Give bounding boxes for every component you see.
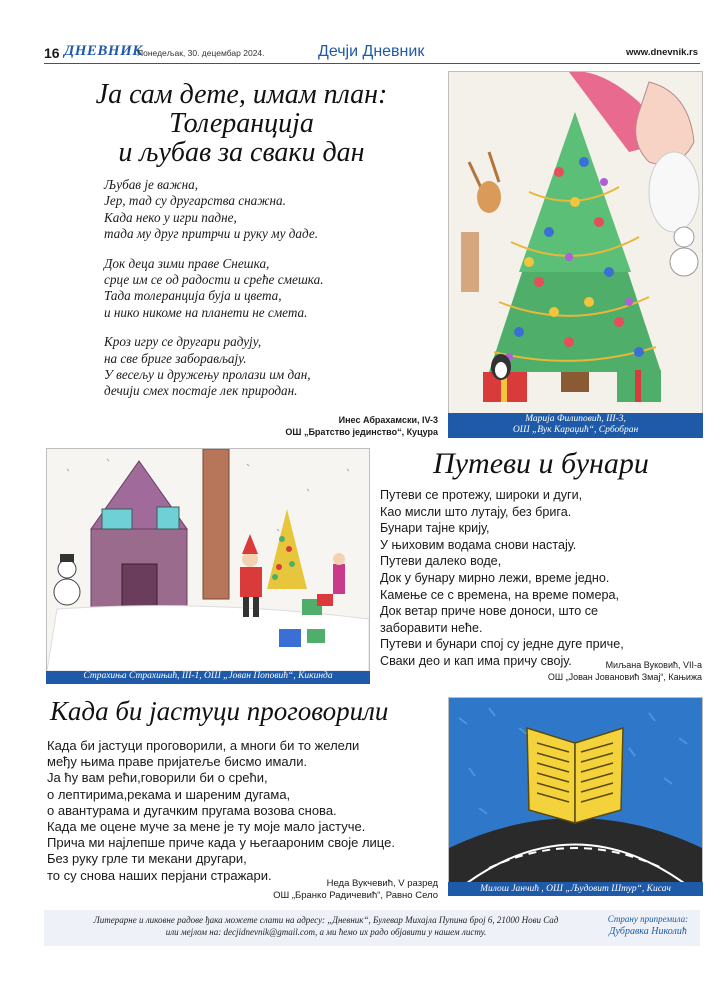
article1-signature [200,415,438,438]
poem-line: Камење се с времена, на време помера, [380,587,619,602]
article3-signature [200,878,438,901]
title-line: Толеранција [169,108,314,139]
submission-address: Литерарне и ликовне радове ђака можете слати на адресу: „Дневник“, Булевар Михајла Пупина број 6, 21000 Нови Сад [93,915,559,925]
poem-line: то су снова наших перјани стражари. [47,867,272,883]
article2-signature [450,660,702,683]
poem-line: срце им се од радости и среће смешка. [104,272,324,288]
page-number: 16 [44,45,60,61]
poem-line: Када неко у игри падне, [104,209,237,225]
author-name: Неда Вукчевић, V разред [326,878,438,889]
christmas-tree-drawing [449,72,702,414]
header-rule [44,63,700,64]
poem-line: на све бриге заборављају. [104,350,247,366]
title-line: Ја сам дете, имам план: [95,79,388,110]
artwork-winter-house [46,448,370,672]
winter-house-drawing [47,449,369,671]
author-name: Миљана Вуковић, VII-а [605,660,702,670]
poem-line: међу њима праве пријатеље бисмо имали. [47,754,308,770]
poem-line: о лептирима,рекама и шареним дугама, [47,786,291,802]
poem-line: Прича ми најлепше приче када у његаароним своје лице. [47,835,395,851]
prepared-by-label: Страну припремила: [607,914,689,924]
poem-line: Сваки део и кап има причу своју. [380,653,572,668]
poem-line: Када би јастуци проговорили, а многи би то желели [47,738,360,753]
artwork2-caption: Страхиња Страхињић, III-1, ОШ „Јован Поповић“, Кикинда [46,671,370,684]
author-name: Инес Абрахамски, IV-3 [338,415,438,425]
artwork-open-book [448,697,703,884]
stanza [104,177,434,243]
author-school: ОШ „Бранко Радичевић“, Равно Село [273,889,438,901]
stanza [104,256,434,322]
poem-line: Док ветар приче нове доноси, што се [380,604,599,619]
poem-line: Ја ћу вам рећи,говорили би о срећи, [47,770,268,786]
article2-poem [380,487,710,670]
section-title: Дечји Дневник [318,43,425,60]
poem-line: Бунари тајне крију, [380,521,490,536]
poem-line: заборавити неће. [380,620,483,635]
stanza [104,334,434,400]
poem-line: Путеви и бунари спој су једне дуге приче, [380,637,624,652]
poem-line: о авантурама и дугачким пругама возова снова. [47,802,337,818]
poem-line: Кроз игру се другари радују, [104,334,262,350]
article3-poem [47,738,442,884]
poem-line: Љубав је важна, [104,177,199,192]
poem-line: Путеви далеко воде, [380,554,502,569]
title-line: и љубав за сваки дан [118,137,365,168]
poem-line: Док у бунару мирно лежи, време једно. [380,570,610,585]
poem-line: У весељу и дружењу пролази им дан, [104,367,311,383]
poem-line: У њиховим водама снови настају. [380,537,577,552]
artwork-christmas-tree [448,71,703,415]
poem-line: Путеви се протежу, широки и дуги, [380,488,583,502]
poem-line: Тада толеранција буја и цвета, [104,288,282,304]
brand-logo: ДНЕВНИК [64,43,143,59]
poem-line: Када ме оцене муче за мене је ту моје мало јастуче. [47,819,366,835]
article3-title: Када би јастуци проговорили [50,696,389,726]
author-school: ОШ „Јован Јовановић Змај“, Кањижа [547,671,702,682]
poem-line: Док деца зими праве Снешка, [104,255,270,271]
caption-line: Марија Филиповић, III-3, [525,414,626,424]
site-url[interactable]: www.dnevnik.rs [626,47,698,58]
artwork3-caption: Милош Јанчић , ОШ „Људовит Штур“, Кисач [448,882,703,896]
submission-info [56,914,596,938]
poem-line: Без руку грле ти мекани другари, [47,851,247,867]
poem-line: Као мисли што лутају, без брига. [380,504,572,519]
poem-line: Јер, тад су другарства снажна. [104,193,286,209]
issue-date: Понедељак, 30. децембар 2024. [137,48,265,58]
author-school: ОШ „Братство јединство“, Куцура [285,426,438,437]
article1-poem [104,177,434,413]
editor-name: Дубравка Николић [609,926,687,937]
open-book-drawing [449,698,702,883]
caption-line: ОШ „Вук Караџић“, Србобран [512,425,639,435]
poem-line: тада му друг притрчи и руку му даде. [104,226,318,242]
article2-title: Путеви и бунари [433,447,649,480]
article1-title [44,80,439,167]
submission-email: или мејлом на: decjidnevnik@gmail.com, а ми ћемо их радо објавити у нашем листу. [165,927,487,937]
artwork1-caption [448,413,703,438]
poem-line: дечији смех постаје лек природан. [104,383,298,399]
poem-line: и нико никоме на планети не смета. [104,304,308,320]
